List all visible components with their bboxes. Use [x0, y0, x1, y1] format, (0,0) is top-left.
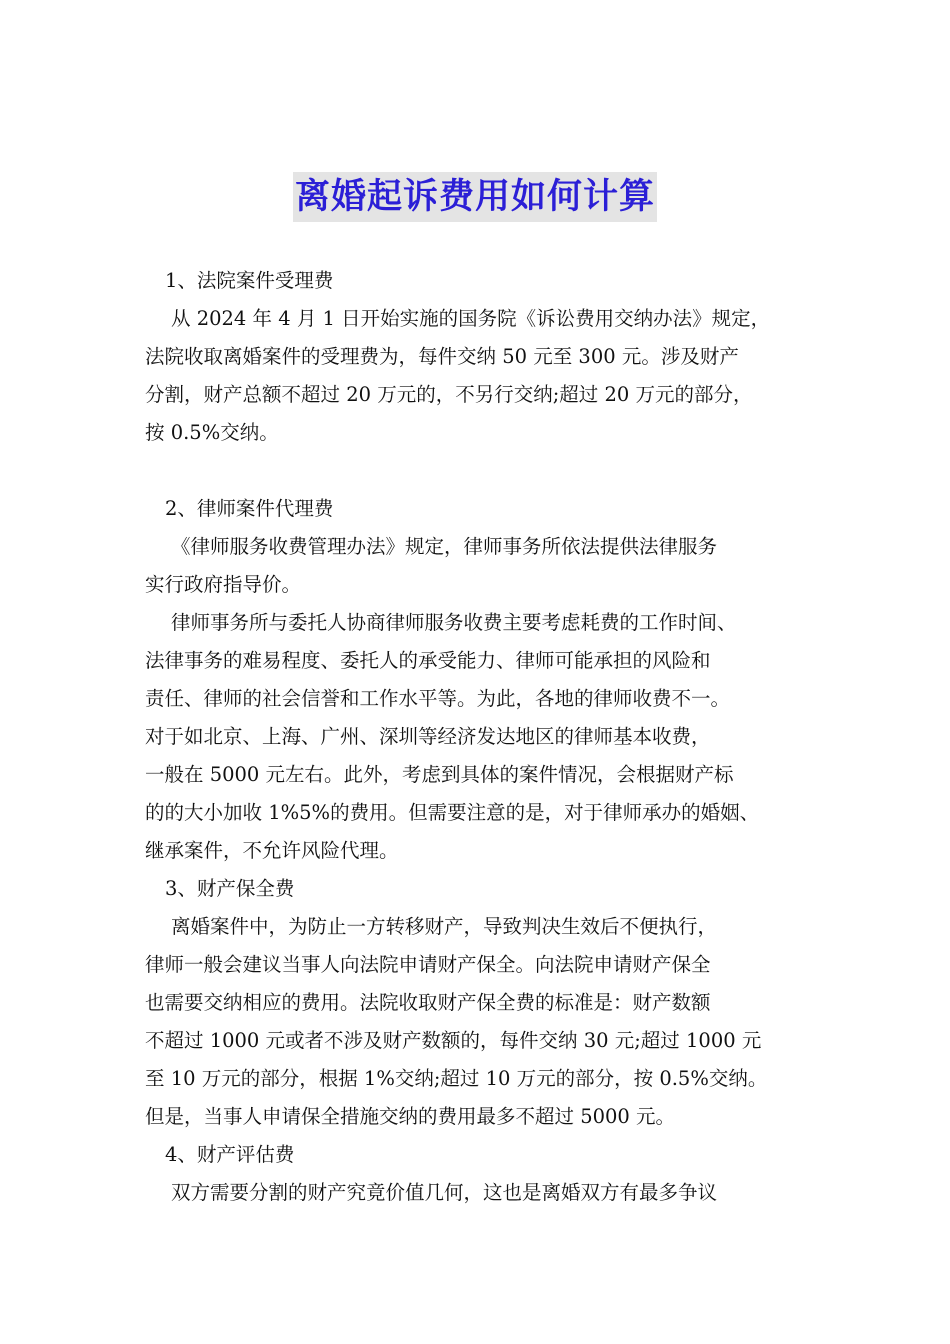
paragraph-line: 离婚案件中，为防止一方转移财产，导致判决生效后不便执行，: [171, 915, 718, 938]
paragraph-line: 继承案件，不允许风险代理。: [145, 839, 399, 862]
paragraph-line: 法律事务的难易程度、委托人的承受能力、律师可能承担的风险和: [145, 649, 711, 672]
paragraph-line: 按 0.5%交纳。: [145, 421, 279, 444]
paragraph-line: 责任、律师的社会信誉和工作水平等。为此，各地的律师收费不一。: [145, 687, 731, 710]
document-title: 离婚起诉费用如何计算: [293, 172, 657, 222]
paragraph-line: 双方需要分割的财产究竟价值几何，这也是离婚双方有最多争议: [171, 1181, 718, 1204]
section-heading-4: 4、财产评估费: [165, 1143, 295, 1166]
title-container: [0, 172, 950, 222]
paragraph-line: 也需要交纳相应的费用。法院收取财产保全费的标准是：财产数额: [145, 991, 711, 1014]
paragraph-line: 律师一般会建议当事人向法院申请财产保全。向法院申请财产保全: [145, 953, 711, 976]
paragraph-line: 《律师服务收费管理办法》规定，律师事务所依法提供法律服务: [171, 535, 718, 558]
section-heading-2: 2、律师案件代理费: [165, 497, 334, 520]
document-body: [145, 262, 825, 1212]
paragraph-line: 一般在 5000 元左右。此外，考虑到具体的案件情况，会根据财产标: [145, 763, 734, 786]
paragraph-line: 律师事务所与委托人协商律师服务收费主要考虑耗费的工作时间、: [171, 611, 737, 634]
paragraph-line: 从 2024 年 4 月 1 日开始实施的国务院《诉讼费用交纳办法》规定，: [171, 307, 771, 330]
paragraph-line: 对于如北京、上海、广州、深圳等经济发达地区的律师基本收费，: [145, 725, 711, 748]
blank-line: [145, 452, 825, 490]
paragraph-line: 分割，财产总额不超过 20 万元的，不另行交纳;超过 20 万元的部分，: [145, 383, 753, 406]
paragraph-line: 至 10 万元的部分，根据 1%交纳;超过 10 万元的部分，按 0.5%交纳。: [145, 1067, 768, 1090]
paragraph-line: 但是，当事人申请保全措施交纳的费用最多不超过 5000 元。: [145, 1105, 676, 1128]
paragraph-line: 的的大小加收 1%5%的费用。但需要注意的是，对于律师承办的婚姻、: [145, 801, 760, 824]
paragraph-line: 不超过 1000 元或者不涉及财产数额的，每件交纳 30 元;超过 1000 元: [145, 1029, 762, 1052]
section-heading-1: 1、法院案件受理费: [165, 269, 334, 292]
paragraph-line: 法院收取离婚案件的受理费为，每件交纳 50 元至 300 元。涉及财产: [145, 345, 739, 368]
paragraph-line: 实行政府指导价。: [145, 573, 302, 596]
section-heading-3: 3、财产保全费: [165, 877, 295, 900]
